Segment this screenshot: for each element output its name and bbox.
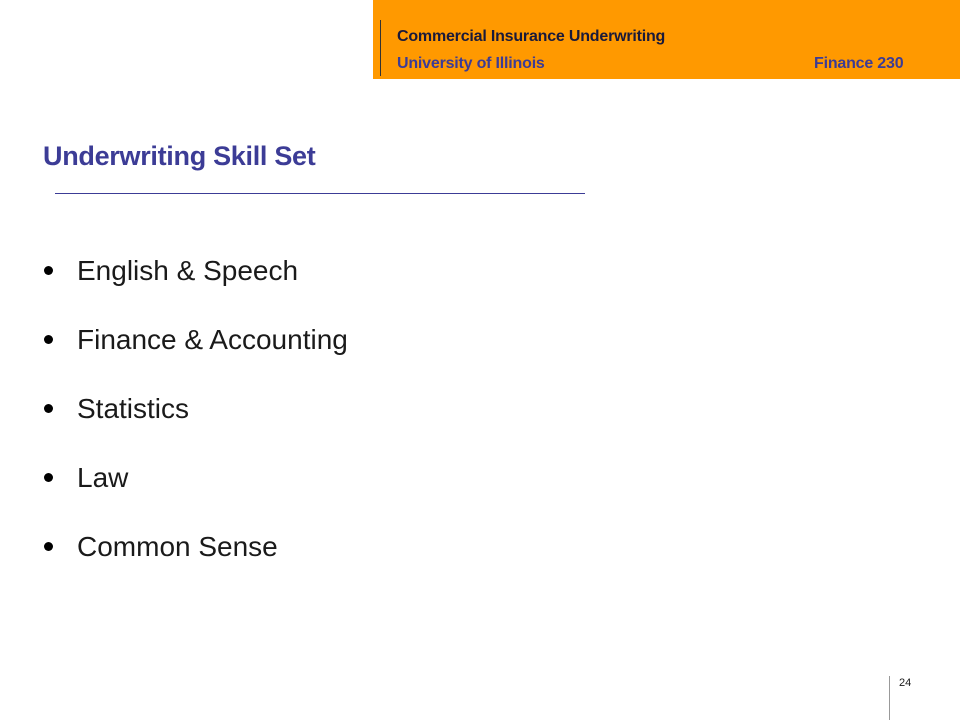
bullet-dot-icon (44, 335, 53, 344)
course-number: Finance 230 (814, 55, 904, 72)
bullet-text: Finance & Accounting (77, 323, 348, 355)
bullet-item (44, 512, 348, 581)
footer-divider (889, 676, 890, 720)
bullet-text: Statistics (77, 392, 190, 424)
bullet-item (44, 305, 348, 374)
bullet-item (44, 443, 348, 512)
bullet-item (44, 374, 348, 443)
slide-title: Underwriting Skill Set (43, 141, 316, 171)
university-name: University of Illinois (397, 55, 545, 72)
bullet-dot-icon (44, 542, 53, 551)
bullet-dot-icon (44, 473, 53, 482)
page-number: 24 (899, 677, 912, 689)
header-divider (380, 20, 381, 76)
title-underline (55, 193, 585, 194)
bullet-dot-icon (44, 266, 53, 275)
bullet-text: English & Speech (77, 254, 299, 286)
bullet-list (44, 236, 348, 581)
bullet-text: Law (77, 461, 129, 493)
bullet-item (44, 236, 348, 305)
bullet-text: Common Sense (77, 530, 278, 562)
course-title: Commercial Insurance Underwriting (397, 28, 666, 45)
bullet-dot-icon (44, 404, 53, 413)
